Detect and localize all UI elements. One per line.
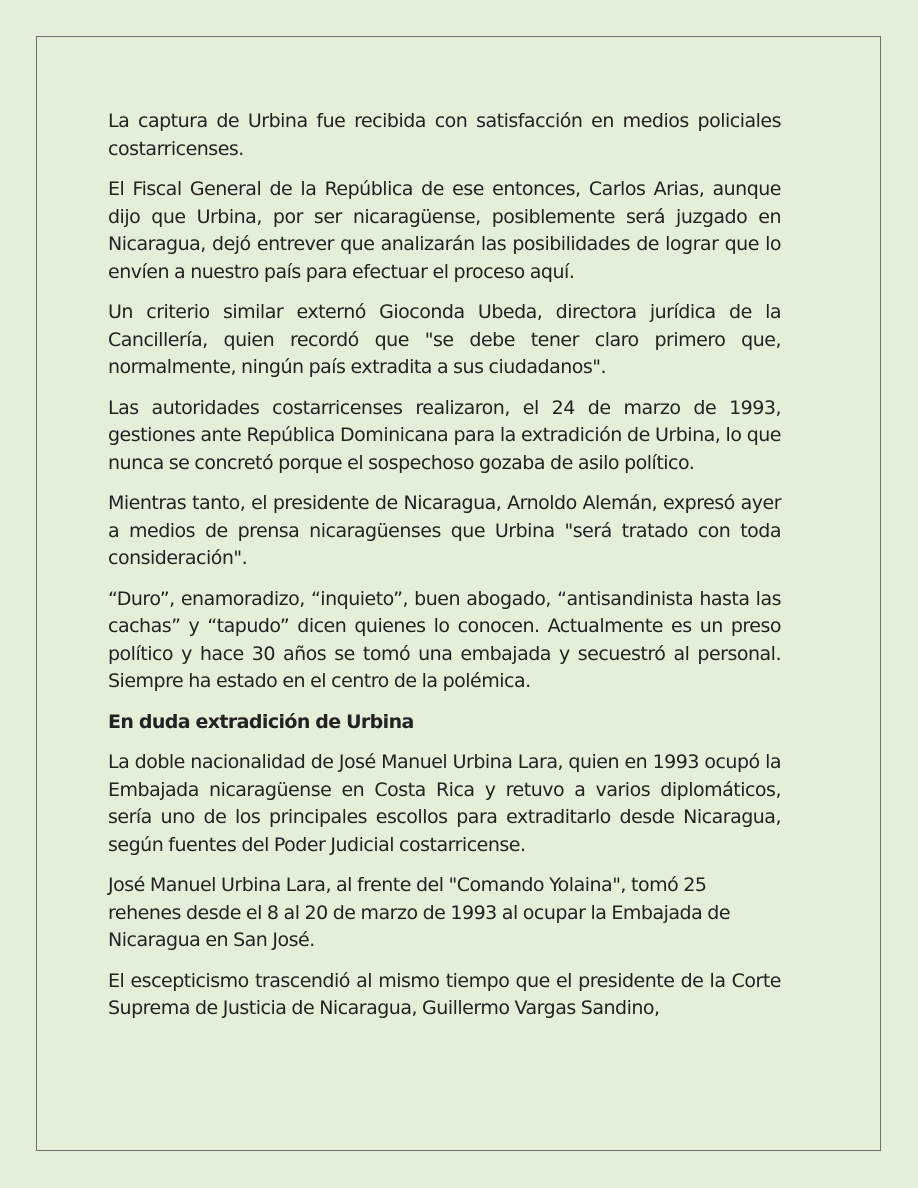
paragraph: El Fiscal General de la República de ese entonces, Carlos Arias, aunque dijo que Urbina, por ser nicaragüense, posiblemente será juzgado en Nicaragua, dejó entrever que analizarán las posibilidades de lograr que lo envíen a nuestro país para efectuar el proceso aquí. bbox=[108, 178, 781, 283]
section-heading: En duda extradición de Urbina bbox=[108, 710, 414, 733]
paragraph: La doble nacionalidad de José Manuel Urbina Lara, quien en 1993 ocupó la Embajada nicaragüense en Costa Rica y retuvo a varios diplomáticos, sería uno de los principales escollos para extraditarlo desde Nicaragua, según fuentes del Poder Judicial costarricense. bbox=[108, 751, 781, 856]
paragraph: “Duro”, enamoradizo, “inquieto”, buen abogado, “antisandinista hasta las cachas” y “tapudo” dicen quienes lo conocen. Actualmente es un preso político y hace 30 años se tomó una embajada y secuestró al personal. Siempre ha estado en el centro de la polémica. bbox=[108, 587, 781, 692]
paragraph: José Manuel Urbina Lara, al frente del "Comando Yolaina", tomó 25 rehenes desde el 8 al 20 de marzo de 1993 al ocupar la Embajada de Nicaragua en San José. bbox=[108, 874, 731, 951]
paragraph: La captura de Urbina fue recibida con satisfacción en medios policiales costarricenses. bbox=[108, 110, 781, 160]
document-body bbox=[108, 108, 781, 1036]
paragraph: El escepticismo trascendió al mismo tiempo que el presidente de la Corte Suprema de Justicia de Nicaragua, Guillermo Vargas Sandino, bbox=[108, 969, 781, 1019]
paragraph: Mientras tanto, el presidente de Nicaragua, Arnoldo Alemán, expresó ayer a medios de prensa nicaragüenses que Urbina "será tratado con toda consideración". bbox=[108, 492, 781, 569]
paragraph: Un criterio similar externó Gioconda Ubeda, directora jurídica de la Cancillería, quien recordó que "se debe tener claro primero que, normalmente, ningún país extradita a sus ciudadanos". bbox=[108, 301, 781, 378]
paragraph: Las autoridades costarricenses realizaron, el 24 de marzo de 1993, gestiones ante República Dominicana para la extradición de Urbina, lo que nunca se concretó porque el sospechoso gozaba de asilo político. bbox=[108, 396, 781, 474]
